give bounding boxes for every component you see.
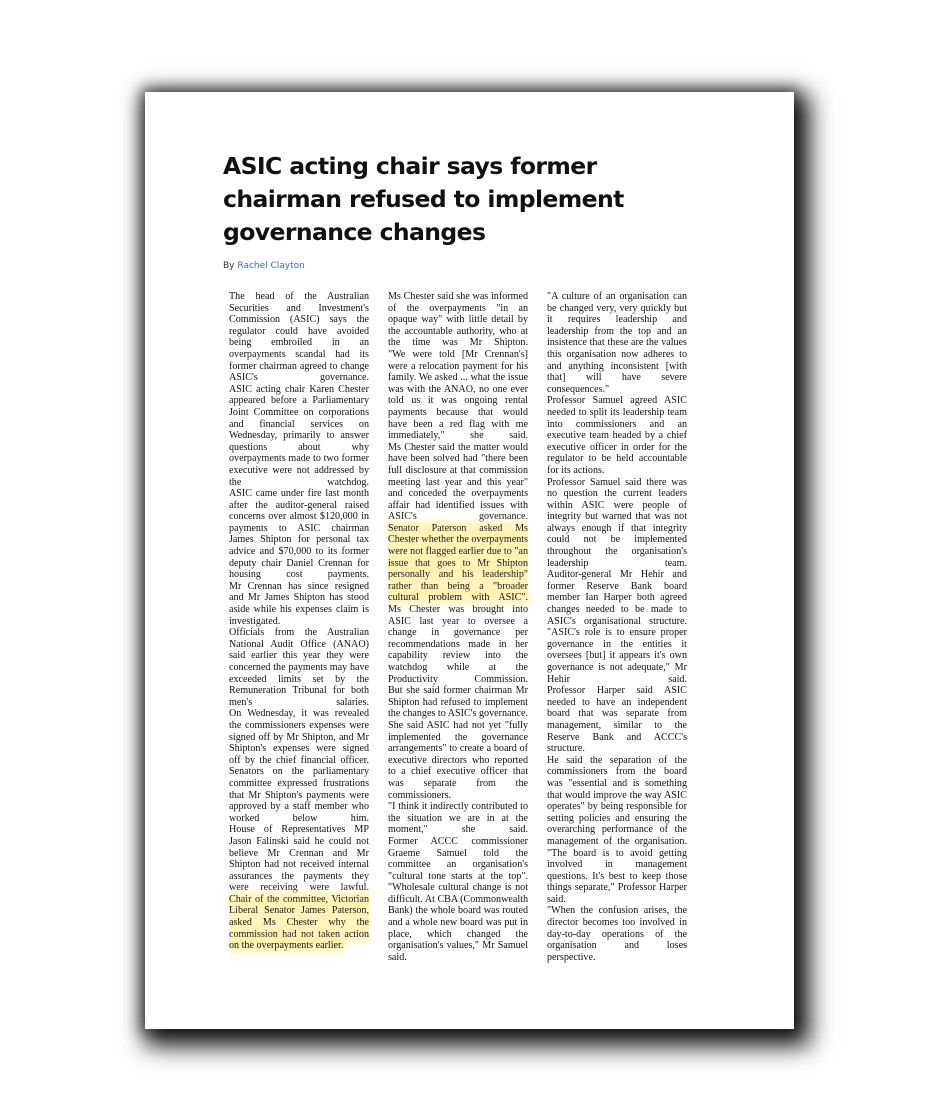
paragraph: She said ASIC had not yet "fully implemented the governance arrangements" to create a board of executive directors who reported to a chief executive officer that was separate from the commissioners.: [388, 719, 528, 801]
paragraph: Ms Chester said the matter would have been solved had "there been full disclosure at that commission meeting last year and this year" and conceded the overpayments affair had identified issues with ASIC's governance.: [388, 441, 528, 523]
paragraph: The head of the Australian Securities and Investment's Commission (ASIC) says the regulator could have avoided being embroiled in an overpayments scandal had its former chairman agreed to change ASIC's governance.: [229, 291, 369, 384]
paragraph: "I think it indirectly contributed to the situation we are in at the moment," she said.: [388, 801, 528, 836]
article-headline: ASIC acting chair says former chairman refused to implement governance changes: [223, 152, 624, 246]
article-column-1: [229, 291, 369, 952]
paragraph: ASIC came under fire last month after the auditor-general raised concerns over almost $120,000 in payments to ASIC chairman James Shipton for personal tax advice and $70,000 to its former deputy chair Daniel Crennan for housing cost payments.: [229, 488, 369, 581]
article-page: [145, 92, 794, 1029]
highlighted-paragraph: [388, 523, 528, 604]
paragraph: "A culture of an organisation can be changed very, very quickly but it requires leadership and leadership from the top and an insistence that these are the values this organisation now adheres to and anything inconsistent [with that] will have severe consequences.": [547, 291, 687, 395]
paragraph: "Wholesale cultural change is not difficult. At CBA (Commonwealth Bank) the whole board was routed and a whole new board was put in place, which changed the organisation's values," Mr Samuel said.: [388, 882, 529, 963]
paragraph: House of Representatives MP Jason Falinski said he could not believe Mr Crennan and Mr Shipton had not received internal assurances the payments they were receiving were lawful.: [229, 824, 369, 894]
paragraph: Auditor-general Mr Hehir and former Reserve Bank board member Ian Harper both agreed changes needed to be made to ASIC's organisational structure.: [547, 569, 687, 627]
paragraph: Ms Chester said she was informed of the overpayments "in an opaque way" with little detail by the accountable authority, who at the time was Mr Shipton.: [388, 291, 528, 349]
paragraph: Professor Harper said ASIC needed to have an independent board that was separate from management, similar to the Reserve Bank and ACCC's structure.: [547, 685, 687, 755]
paragraph: "The board is to avoid getting involved in management questions. It's best to keep those things separate," Professor Harper said.: [547, 847, 687, 905]
paragraph: Professor Samuel agreed ASIC needed to split its leadership team into commissioners and an executive team headed by a chief executive officer in order for the regulator to be held accountable for its actions.: [547, 395, 687, 476]
author-link[interactable]: Rachel Clayton: [237, 261, 305, 271]
paragraph: On Wednesday, it was revealed the commissioners expenses were signed off by Mr Shipton, and Mr Shipton's expenses were signed off by the chief financial officer.: [229, 708, 369, 766]
paragraph: He said the separation of the commissioners from the board was "essential and is something that would improve the way ASIC operates" by being responsible for setting policies and ensuring the overarching performance of the management of the organisation.: [547, 754, 687, 847]
paragraph: "ASIC's role is to ensure proper governance in the entities it oversees [but] it appears it's own governance is not adequate," Mr Hehir said.: [547, 627, 687, 685]
highlight: Senator Paterson asked Ms Chester whether the overpayments were not flagged earlier due to "an issue that goes to Mr Shipton personally and his leadership" rather than being a "broader cultural problem with ASIC".: [388, 522, 528, 604]
paragraph: ASIC acting chair Karen Chester appeared before a Parliamentary Joint Committee on corporations and financial services on Wednesday, primarily to answer questions about why overpayments made to two former executive were not addressed by the watchdog.: [229, 383, 369, 488]
byline-prefix: By: [223, 261, 235, 271]
article-column-3: [547, 291, 687, 963]
paragraph: Mr Crennan has since resigned and Mr James Shipton has stood aside while his expenses claim is investigated.: [229, 580, 369, 627]
highlighted-paragraph: [229, 894, 369, 952]
paragraph: "When the confusion arises, the director becomes too involved in day-to-day operations of the organisation and loses perspective.: [547, 905, 687, 963]
paragraph: Ms Chester was brought into ASIC last year to oversee a change in governance per recommendations made in her capability review into the watchdog while at the Productivity Commission.: [388, 604, 528, 685]
paragraph: Former ACCC commissioner Graeme Samuel told the committee an organisation's "cultural tone starts at the top".: [388, 835, 528, 882]
paragraph: Professor Samuel said there was no question the current leaders within ASIC were people of integrity but warned that was not always enough if that integrity could not be implemented throughout the organisation's leadership team.: [547, 476, 687, 569]
paragraph: But she said former chairman Mr Shipton had refused to implement the changes to ASIC's governance.: [388, 685, 529, 720]
paragraph: Officials from the Australian National Audit Office (ANAO) said earlier this year they were concerned the payments may have exceeded limits set by the Remuneration Tribunal for both men's salaries.: [229, 627, 369, 708]
highlight: Chair of the committee, Victorian Liberal Senator James Paterson, asked Ms Chester why the commission had not taken action on the overpayments earlier.: [229, 893, 369, 952]
byline: [223, 261, 305, 271]
paragraph: "We were told [Mr Crennan's] were a relocation payment for his family. We asked ... what the issue was with the ANAO, no one ever told us it was ongoing rental payments because that would have been a red flag with me immediately," she said.: [388, 348, 528, 442]
paragraph: Senators on the parliamentary committee expressed frustrations that Mr Shipton's payments were approved by a staff member who worked below him.: [229, 766, 369, 824]
article-column-2: [388, 291, 528, 963]
